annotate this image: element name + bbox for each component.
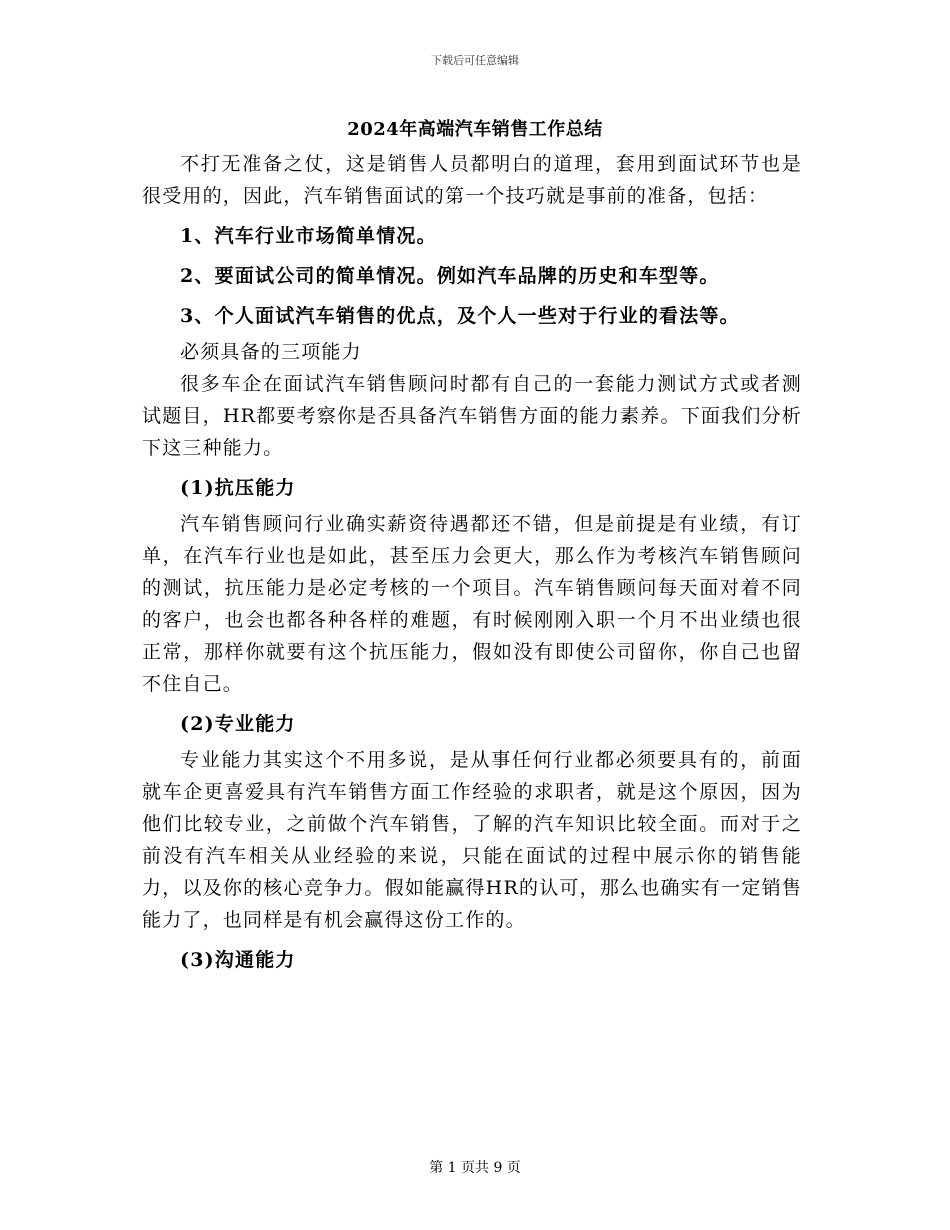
list-item-1: 1、汽车行业市场简单情况。	[180, 225, 437, 247]
paragraph-professional-ability: 专业能力其实这个不用多说，是从事任何行业都必须要具有的，前面就车企更喜爱具有汽车销售方面工作经验的求职者，就是这个原因，因为他们比较专业，之前做个汽车销售，了解的汽车知识比较全面。而对于之前没有汽车相关从业经验的来说，只能在面试的过程中展示你的销售能力，以及你的核心竞争力。假如能赢得HR的认可，那么也确实有一定销售能力了，也同样是有机会赢得这份工作的。	[142, 749, 802, 931]
heading-communication-ability: (3)沟通能力	[180, 949, 296, 971]
heading-pressure-ability: (1)抗压能力	[180, 477, 296, 499]
page-footer-number: 第 1 页共 9 页	[429, 1160, 521, 1176]
heading-professional-ability: (2)专业能力	[180, 713, 296, 735]
page-header-note: 下载后可任意编辑	[431, 54, 519, 67]
paragraph-abilities: 很多车企在面试汽车销售顾问时都有自己的一套能力测试方式或者测试题目，HR都要考察你是否具备汽车销售方面的能力素养。下面我们分析下这三种能力。	[142, 373, 802, 459]
section-heading-abilities: 必须具备的三项能力	[180, 341, 362, 363]
document-body	[142, 148, 802, 980]
list-item-2: 2、要面试公司的简单情况。例如汽车品牌的历史和车型等。	[180, 265, 720, 287]
paragraph-intro: 不打无准备之仗，这是销售人员都明白的道理，套用到面试环节也是很受用的，因此，汽车销售面试的第一个技巧就是事前的准备，包括：	[142, 153, 802, 207]
list-item-3: 3、个人面试汽车销售的优点，及个人一些对于行业的看法等。	[180, 305, 740, 327]
paragraph-pressure-ability: 汽车销售顾问行业确实薪资待遇都还不错，但是前提是有业绩，有订单，在汽车行业也是如此，甚至压力会更大，那么作为考核汽车销售顾问的测试，抗压能力是必定考核的一个项目。汽车销售顾问每天面对着不同的客户，也会也都各种各样的难题，有时候刚刚入职一个月不出业绩也很正常，那样你就要有这个抗压能力，假如没有即使公司留你，你自己也留不住自己。	[142, 513, 802, 695]
document-title: 2024年高端汽车销售工作总结	[347, 119, 603, 140]
